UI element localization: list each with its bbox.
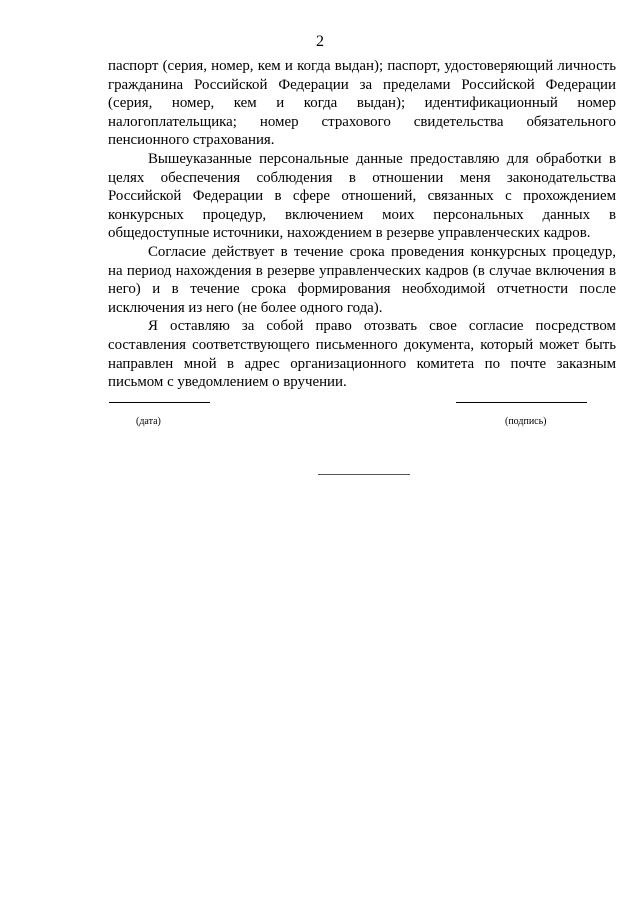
end-separator-line	[318, 474, 410, 475]
paragraph-identity-documents: паспорт (серия, номер, кем и когда выдан); паспорт, удостоверяющий личность гражданина Российской Федерации за пределами Российской Федерации (серия, номер, кем и когда выдан); идентификационный номер налогоплательщика; номер страхового свидетельства обязательного пенсионного страхования.	[108, 58, 616, 149]
page-number: 2	[316, 33, 324, 50]
document-body	[108, 57, 616, 392]
paragraph-processing-purpose: Вышеуказанные персональные данные предоставляю для обработки в целях обеспечения соблюдения в отношении меня законодательства Российской Федерации в сфере отношений, связанных с прохождением конкурсных процедур, включением моих персональных данных в общедоступные источники, нахождением в резерве управленческих кадров.	[108, 150, 616, 242]
signature-caption: (подпись)	[505, 416, 547, 427]
paragraph-revocation-right: Я оставляю за собой право отозвать свое согласие посредством составления соответствующего письменного документа, который может быть направлен мной в адрес организационного комитета по почте заказным письмом с уведомлением о вручении.	[108, 318, 616, 391]
date-line	[109, 402, 210, 403]
date-caption: (дата)	[136, 416, 161, 427]
paragraph-consent-period: Согласие действует в течение срока проведения конкурсных процедур, на период нахождения в резерве управленческих кадров (в случае включения в него) и в течение срока формирования необходимой отчетности после исключения из него (не более одного года).	[108, 243, 616, 316]
signature-line	[456, 402, 587, 403]
